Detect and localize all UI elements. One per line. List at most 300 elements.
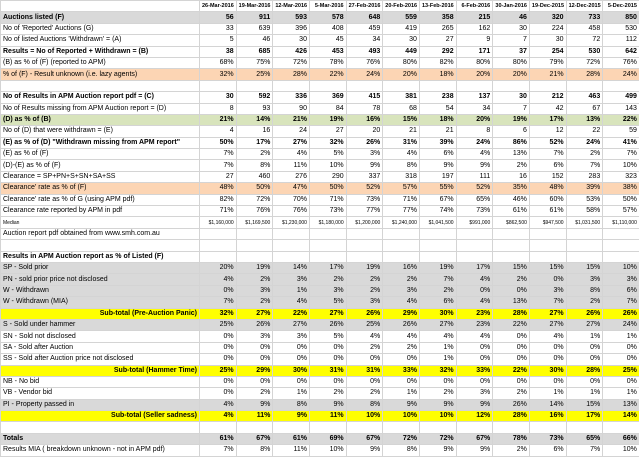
value-cell: 4% bbox=[456, 149, 493, 160]
value-cell: 111 bbox=[456, 171, 493, 182]
value-cell: 50% bbox=[236, 183, 273, 194]
row-sp-sold-prior bbox=[1, 262, 639, 273]
blank-cell bbox=[456, 80, 493, 91]
value-cell: 9% bbox=[383, 399, 420, 410]
value-cell: 28% bbox=[273, 69, 310, 80]
value-cell bbox=[346, 228, 383, 239]
row-label: PI - Property passed in bbox=[1, 399, 200, 410]
value-cell: 86% bbox=[493, 137, 530, 148]
blank-cell bbox=[603, 240, 639, 251]
blank-cell bbox=[200, 240, 237, 251]
value-cell: 14% bbox=[273, 262, 310, 273]
value-cell: 2% bbox=[419, 285, 456, 296]
value-cell: 38% bbox=[603, 183, 639, 194]
blank-cell bbox=[273, 240, 310, 251]
value-cell: 4% bbox=[419, 331, 456, 342]
value-cell: 12 bbox=[529, 126, 566, 137]
row-label: Totals bbox=[1, 433, 200, 444]
value-cell: 1% bbox=[603, 331, 639, 342]
value-cell: 22% bbox=[603, 114, 639, 125]
value-cell: 24% bbox=[603, 69, 639, 80]
value-cell: 56 bbox=[200, 12, 237, 23]
row-label: Results MIA ( breakdown unknown - not in APM pdf) bbox=[1, 445, 200, 456]
value-cell: 15% bbox=[493, 262, 530, 273]
value-cell: 8% bbox=[383, 445, 420, 456]
blank-cell bbox=[493, 422, 530, 433]
row-results-in-apm-auction-report-as-of-list bbox=[1, 251, 639, 262]
value-cell: 4% bbox=[456, 331, 493, 342]
value-cell: 19% bbox=[236, 262, 273, 273]
blank-cell bbox=[346, 240, 383, 251]
value-cell: 8% bbox=[346, 399, 383, 410]
value-cell: 2% bbox=[493, 388, 530, 399]
value-cell: 3% bbox=[236, 285, 273, 296]
value-cell: 21% bbox=[273, 114, 310, 125]
value-cell: 0% bbox=[456, 376, 493, 387]
row-label: PN - sold prior price not disclosed bbox=[1, 274, 200, 285]
column-header-date: 19-Dec-2015 bbox=[529, 1, 566, 12]
value-cell: 415 bbox=[346, 92, 383, 103]
value-cell: 2% bbox=[383, 274, 420, 285]
value-cell: 61% bbox=[273, 433, 310, 444]
blank-cell bbox=[456, 240, 493, 251]
value-cell: 0% bbox=[566, 354, 603, 365]
value-cell: 4% bbox=[383, 331, 420, 342]
value-cell: 4% bbox=[456, 274, 493, 285]
value-cell: 13% bbox=[566, 114, 603, 125]
value-cell: 0% bbox=[200, 331, 237, 342]
row-results-mia-breakdown-unknown-not-in-apm bbox=[1, 445, 639, 456]
value-cell: 3% bbox=[346, 297, 383, 308]
value-cell: 10% bbox=[309, 160, 346, 171]
value-cell: 57% bbox=[603, 206, 639, 217]
value-cell: 6% bbox=[419, 149, 456, 160]
value-cell: 0% bbox=[200, 285, 237, 296]
value-cell: 112 bbox=[603, 35, 639, 46]
row-results-no-of-reported-withdrawn-b bbox=[1, 46, 639, 57]
value-cell: 16% bbox=[383, 262, 420, 273]
value-cell: 32% bbox=[200, 308, 237, 319]
value-cell: 66% bbox=[603, 433, 639, 444]
value-cell: 73% bbox=[309, 206, 346, 217]
row-label: Clearance = SP+PN+S+SN+SA+SS bbox=[1, 171, 200, 182]
value-cell bbox=[603, 251, 639, 262]
value-cell: 22% bbox=[309, 69, 346, 80]
column-header-date: 12-Mar-2016 bbox=[273, 1, 310, 12]
value-cell: 29% bbox=[383, 308, 420, 319]
value-cell: 68% bbox=[200, 57, 237, 68]
value-cell: 27% bbox=[236, 308, 273, 319]
row-label: Sub-total (Seller sadness) bbox=[1, 411, 200, 422]
value-cell: 0% bbox=[566, 376, 603, 387]
value-cell: 10% bbox=[603, 445, 639, 456]
row-e-as-of-f bbox=[1, 149, 639, 160]
value-cell: 0% bbox=[493, 342, 530, 353]
value-cell: 20% bbox=[200, 262, 237, 273]
value-cell: 15% bbox=[529, 262, 566, 273]
value-cell: 15% bbox=[566, 399, 603, 410]
value-cell: 30% bbox=[529, 365, 566, 376]
value-cell: 67% bbox=[236, 433, 273, 444]
value-cell: 22% bbox=[493, 319, 530, 330]
value-cell: 75% bbox=[236, 57, 273, 68]
value-cell: 20 bbox=[346, 126, 383, 137]
value-cell: 26% bbox=[236, 319, 273, 330]
row-label: No of Results in APM Auction report pdf = (C) bbox=[1, 92, 200, 103]
value-cell: 4% bbox=[200, 399, 237, 410]
value-cell: 0% bbox=[493, 376, 530, 387]
row-sa-sold-after-auction bbox=[1, 342, 639, 353]
value-cell: 0% bbox=[603, 354, 639, 365]
value-cell: 0% bbox=[200, 376, 237, 387]
value-cell: 20% bbox=[493, 69, 530, 80]
value-cell: 0% bbox=[529, 342, 566, 353]
value-cell: 53% bbox=[566, 194, 603, 205]
row-clearance-sp-pn-s-sn-sa-ss bbox=[1, 171, 639, 182]
row-clearance-rate-as-of-f bbox=[1, 183, 639, 194]
value-cell: 41% bbox=[603, 137, 639, 148]
blank-row bbox=[1, 240, 639, 251]
value-cell: 26% bbox=[346, 308, 383, 319]
row-label: Sub-total (Hammer Time) bbox=[1, 365, 200, 376]
value-cell: 4% bbox=[383, 149, 420, 160]
value-cell bbox=[383, 228, 420, 239]
row-no-of-results-missing-from-apm-auction-r bbox=[1, 103, 639, 114]
value-cell: 68 bbox=[383, 103, 420, 114]
value-cell: 0% bbox=[529, 274, 566, 285]
value-cell: 73% bbox=[346, 194, 383, 205]
value-cell: 3% bbox=[456, 388, 493, 399]
value-cell: 29% bbox=[236, 365, 273, 376]
value-cell: 78 bbox=[346, 103, 383, 114]
value-cell: 3% bbox=[383, 285, 420, 296]
value-cell: 30 bbox=[493, 92, 530, 103]
value-cell: 0% bbox=[273, 354, 310, 365]
row-label: No of Results missing from APM Auction report = (D) bbox=[1, 103, 200, 114]
value-cell: 7% bbox=[529, 297, 566, 308]
value-cell: 46% bbox=[493, 194, 530, 205]
value-cell: 27% bbox=[566, 319, 603, 330]
value-cell: 59 bbox=[603, 126, 639, 137]
value-cell: 162 bbox=[456, 23, 493, 34]
row-auction-report-pdf-obtained-from-www-smh bbox=[1, 228, 639, 239]
value-cell: 27 bbox=[309, 126, 346, 137]
value-cell: 0% bbox=[419, 376, 456, 387]
value-cell: 3% bbox=[529, 285, 566, 296]
value-cell: 30 bbox=[529, 35, 566, 46]
column-header-date: 5-Dec-2015 bbox=[603, 1, 639, 12]
value-cell: 16 bbox=[493, 171, 530, 182]
value-cell: 4% bbox=[200, 274, 237, 285]
blank-cell bbox=[419, 422, 456, 433]
value-cell: 34 bbox=[346, 35, 383, 46]
value-cell: 27 bbox=[419, 35, 456, 46]
value-cell: 52% bbox=[346, 183, 383, 194]
value-cell: 0% bbox=[236, 354, 273, 365]
row-clearance-rate-reported-by-apm-in-pdf bbox=[1, 206, 639, 217]
value-cell: 93 bbox=[236, 103, 273, 114]
row-label: SN - Sold not disclosed bbox=[1, 331, 200, 342]
value-cell: 0% bbox=[200, 342, 237, 353]
value-cell bbox=[419, 251, 456, 262]
value-cell: 76% bbox=[273, 206, 310, 217]
value-cell: 13% bbox=[603, 399, 639, 410]
column-header-date: 27-Feb-2016 bbox=[346, 1, 383, 12]
value-cell: 323 bbox=[603, 171, 639, 182]
value-cell bbox=[273, 228, 310, 239]
value-cell: 238 bbox=[419, 92, 456, 103]
value-cell: 17% bbox=[309, 262, 346, 273]
value-cell: 559 bbox=[383, 12, 420, 23]
value-cell: 33% bbox=[456, 365, 493, 376]
value-cell: 8% bbox=[273, 399, 310, 410]
column-header-date: 6-Feb-2016 bbox=[456, 1, 493, 12]
value-cell: 7% bbox=[200, 149, 237, 160]
value-cell: 137 bbox=[456, 92, 493, 103]
value-cell: 0% bbox=[236, 342, 273, 353]
value-cell: 224 bbox=[529, 23, 566, 34]
blank-cell bbox=[346, 80, 383, 91]
value-cell: 27 bbox=[200, 171, 237, 182]
column-header-date: 13-Feb-2016 bbox=[419, 1, 456, 12]
blank-cell bbox=[529, 422, 566, 433]
value-cell: 20% bbox=[456, 114, 493, 125]
value-cell: 84 bbox=[309, 103, 346, 114]
value-cell: 2% bbox=[236, 149, 273, 160]
value-cell: 7% bbox=[200, 445, 237, 456]
subtotal-row-sub-total-hammer-time bbox=[1, 365, 639, 376]
value-cell: 73% bbox=[456, 206, 493, 217]
value-cell: 77% bbox=[383, 206, 420, 217]
value-cell: 25% bbox=[200, 365, 237, 376]
value-cell: 67% bbox=[419, 194, 456, 205]
value-cell bbox=[603, 228, 639, 239]
value-cell: 71% bbox=[200, 206, 237, 217]
value-cell: 0% bbox=[493, 331, 530, 342]
row-label: Sub-total (Pre-Auction Panic) bbox=[1, 308, 200, 319]
value-cell: 80% bbox=[456, 57, 493, 68]
value-cell: 67 bbox=[566, 103, 603, 114]
row-clearance-rate-as-of-g-using-apm-pdf bbox=[1, 194, 639, 205]
value-cell bbox=[566, 228, 603, 239]
value-cell: 30% bbox=[273, 365, 310, 376]
value-cell: 19% bbox=[309, 114, 346, 125]
value-cell: 52% bbox=[529, 137, 566, 148]
value-cell: 76% bbox=[603, 57, 639, 68]
value-cell: 16% bbox=[529, 411, 566, 422]
value-cell: 1% bbox=[419, 354, 456, 365]
blank-cell bbox=[200, 80, 237, 91]
value-cell: 290 bbox=[309, 171, 346, 182]
value-cell: 6 bbox=[493, 126, 530, 137]
value-cell: 4% bbox=[200, 411, 237, 422]
subtotal-row-sub-total-pre-auction-panic bbox=[1, 308, 639, 319]
value-cell: 499 bbox=[603, 92, 639, 103]
value-cell: 69% bbox=[309, 433, 346, 444]
value-cell bbox=[273, 251, 310, 262]
row-label: (E) as % of (D) "Withdrawn missing from APM report" bbox=[1, 137, 200, 148]
value-cell: 13% bbox=[493, 149, 530, 160]
value-cell: 8% bbox=[236, 160, 273, 171]
value-cell: 65% bbox=[456, 194, 493, 205]
row-d-e-as-of-f bbox=[1, 160, 639, 171]
blank-cell bbox=[603, 80, 639, 91]
value-cell: 28% bbox=[566, 69, 603, 80]
value-cell: 70% bbox=[273, 194, 310, 205]
value-cell: 0% bbox=[603, 376, 639, 387]
value-cell: 593 bbox=[273, 12, 310, 23]
value-cell: 3% bbox=[273, 274, 310, 285]
value-cell bbox=[456, 251, 493, 262]
value-cell bbox=[493, 251, 530, 262]
value-cell: 17% bbox=[456, 262, 493, 273]
value-cell bbox=[346, 251, 383, 262]
value-cell: $1,031,500 bbox=[566, 217, 603, 228]
value-cell: 419 bbox=[383, 23, 420, 34]
value-cell bbox=[383, 251, 420, 262]
value-cell: 0% bbox=[566, 342, 603, 353]
value-cell: 61% bbox=[529, 206, 566, 217]
value-cell: 1% bbox=[566, 331, 603, 342]
row-label: Results in APM Auction report as % of Listed (F) bbox=[1, 251, 200, 262]
value-cell: 8% bbox=[566, 285, 603, 296]
value-cell: 80% bbox=[493, 57, 530, 68]
value-cell: 24% bbox=[566, 137, 603, 148]
value-cell: 358 bbox=[419, 12, 456, 23]
column-header-date: 5-Mar-2016 bbox=[309, 1, 346, 12]
value-cell bbox=[236, 228, 273, 239]
value-cell: 336 bbox=[273, 92, 310, 103]
value-cell: 3% bbox=[309, 285, 346, 296]
row-label: (E) as % of (F) bbox=[1, 149, 200, 160]
value-cell: 530 bbox=[603, 23, 639, 34]
value-cell: 72% bbox=[419, 433, 456, 444]
value-cell: 408 bbox=[309, 23, 346, 34]
value-cell: 16 bbox=[236, 126, 273, 137]
row-nb-no-bid bbox=[1, 376, 639, 387]
row-w-withdrawn-mia bbox=[1, 297, 639, 308]
value-cell: 911 bbox=[236, 12, 273, 23]
value-cell: 10% bbox=[603, 262, 639, 273]
value-cell: 25% bbox=[236, 69, 273, 80]
value-cell: 7% bbox=[566, 445, 603, 456]
value-cell: 8 bbox=[200, 103, 237, 114]
value-cell: 31% bbox=[383, 137, 420, 148]
row-label: SP - Sold prior bbox=[1, 262, 200, 273]
row-label: W - Withdrawn (MIA) bbox=[1, 297, 200, 308]
value-cell: 10% bbox=[419, 411, 456, 422]
value-cell: 7% bbox=[200, 297, 237, 308]
row-label: % of (F) - Result unknown (i.e. lazy agents) bbox=[1, 69, 200, 80]
blank-cell bbox=[236, 240, 273, 251]
value-cell: 7% bbox=[529, 149, 566, 160]
value-cell: 9 bbox=[456, 35, 493, 46]
value-cell: 24% bbox=[456, 137, 493, 148]
value-cell: 22% bbox=[273, 308, 310, 319]
value-cell: 197 bbox=[419, 171, 456, 182]
value-cell: 9% bbox=[236, 399, 273, 410]
column-header-date: 20-Feb-2016 bbox=[383, 1, 420, 12]
blank-cell bbox=[493, 240, 530, 251]
value-cell: 26% bbox=[566, 308, 603, 319]
value-cell: 48% bbox=[529, 183, 566, 194]
value-cell: 0% bbox=[273, 342, 310, 353]
value-cell: 27% bbox=[419, 319, 456, 330]
row-b-as-of-f-reported-to-apm bbox=[1, 57, 639, 68]
value-cell: 71% bbox=[309, 194, 346, 205]
value-cell: 46 bbox=[236, 35, 273, 46]
value-cell: 27% bbox=[529, 308, 566, 319]
value-cell: 9% bbox=[419, 399, 456, 410]
value-cell: $1,180,000 bbox=[309, 217, 346, 228]
value-cell: 0% bbox=[309, 354, 346, 365]
value-cell bbox=[529, 251, 566, 262]
blank-cell bbox=[566, 240, 603, 251]
value-cell: 2% bbox=[383, 342, 420, 353]
value-cell bbox=[419, 228, 456, 239]
value-cell: 318 bbox=[383, 171, 420, 182]
value-cell: 0% bbox=[493, 354, 530, 365]
blank-cell bbox=[383, 422, 420, 433]
value-cell: 24% bbox=[603, 319, 639, 330]
value-cell: 30% bbox=[419, 308, 456, 319]
value-cell: 0% bbox=[236, 376, 273, 387]
blank-cell bbox=[529, 240, 566, 251]
value-cell: 463 bbox=[566, 92, 603, 103]
row-label: Auction report pdf obtained from www.smh.com.au bbox=[1, 228, 200, 239]
value-cell: 22 bbox=[566, 126, 603, 137]
value-cell: 2% bbox=[346, 285, 383, 296]
row-ss-sold-after-auction-price-not-disclose bbox=[1, 354, 639, 365]
blank-cell bbox=[603, 422, 639, 433]
value-cell: 369 bbox=[309, 92, 346, 103]
value-cell: 14% bbox=[236, 114, 273, 125]
blank-cell bbox=[1, 422, 200, 433]
value-cell: 10% bbox=[346, 411, 383, 422]
value-cell: 9% bbox=[309, 399, 346, 410]
value-cell: 8% bbox=[383, 160, 420, 171]
value-cell: 0% bbox=[493, 285, 530, 296]
value-cell: 2% bbox=[493, 160, 530, 171]
value-cell: 592 bbox=[236, 92, 273, 103]
value-cell: 7% bbox=[419, 274, 456, 285]
blank-cell bbox=[346, 422, 383, 433]
value-cell: 2% bbox=[236, 388, 273, 399]
value-cell: 10% bbox=[603, 160, 639, 171]
value-cell: 31% bbox=[346, 365, 383, 376]
value-cell: 254 bbox=[529, 46, 566, 57]
value-cell: 72% bbox=[383, 433, 420, 444]
blank-cell bbox=[273, 422, 310, 433]
value-cell: $1,230,000 bbox=[273, 217, 310, 228]
value-cell: 39% bbox=[419, 137, 456, 148]
blank-cell bbox=[236, 80, 273, 91]
value-cell: 16% bbox=[346, 114, 383, 125]
value-cell: 276 bbox=[273, 171, 310, 182]
value-cell: 65% bbox=[566, 433, 603, 444]
value-cell: 5 bbox=[200, 35, 237, 46]
value-cell: 3% bbox=[236, 331, 273, 342]
value-cell bbox=[200, 228, 237, 239]
blank-cell bbox=[200, 422, 237, 433]
value-cell: 50% bbox=[309, 183, 346, 194]
row-label: VB - Vendor bid bbox=[1, 388, 200, 399]
blank-cell bbox=[309, 240, 346, 251]
value-cell: 37 bbox=[493, 46, 530, 57]
value-cell: 642 bbox=[603, 46, 639, 57]
value-cell: 0% bbox=[200, 354, 237, 365]
value-cell: 20% bbox=[456, 69, 493, 80]
